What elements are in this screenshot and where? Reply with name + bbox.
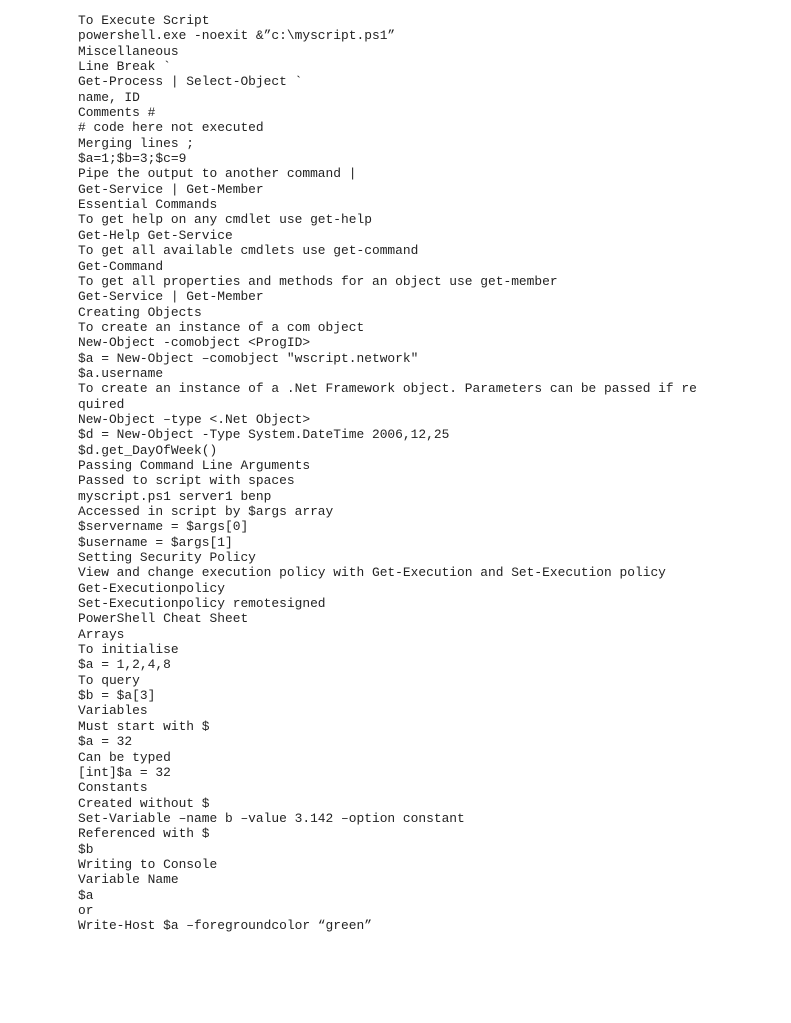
text-line: To Execute Script <box>78 13 210 28</box>
text-line: Accessed in script by $args array <box>78 504 334 519</box>
text-line: Get-Help Get-Service <box>78 227 233 243</box>
text-line: New-Object -comobject <ProgID> <box>78 335 311 351</box>
text-line: $servername = $args[0] <box>78 519 249 535</box>
text-line: Referenced with $ <box>78 826 210 842</box>
text-line: To get help on any cmdlet use get-help <box>78 212 372 228</box>
text-line: $a <box>78 887 94 903</box>
text-line: Arrays <box>78 626 125 642</box>
text-line: Comments # <box>78 105 156 121</box>
text-line: name, ID <box>78 89 140 105</box>
text-line: $d = New-Object -Type System.DateTime 2006,12,25 <box>78 427 450 443</box>
text-line: $a=1;$b=3;$c=9 <box>78 151 187 167</box>
text-line: View and change execution policy with Get-Execution and Set-Execution policy <box>78 565 666 581</box>
text-line: $b = $a[3] <box>78 688 156 704</box>
text-line: Get-Process | Select-Object ` <box>78 74 303 90</box>
text-line: Line Break ` <box>78 59 171 75</box>
text-line: Created without $ <box>78 795 210 811</box>
text-line: Passed to script with spaces <box>78 473 295 489</box>
text-line: Write-Host $a –foregroundcolor “green” <box>78 918 372 934</box>
text-line: $a = 32 <box>78 734 133 750</box>
text-line: [int]$a = 32 <box>78 764 171 780</box>
text-line: Merging lines ; <box>78 135 195 151</box>
text-line: PowerShell Cheat Sheet <box>78 611 249 627</box>
text-line: $username = $args[1] <box>78 534 233 550</box>
text-line: quired <box>78 396 125 412</box>
text-line: Set-Executionpolicy remotesigned <box>78 596 326 612</box>
text-line: Can be typed <box>78 749 171 765</box>
text-line: powershell.exe -noexit &”c:\myscript.ps1” <box>78 28 396 44</box>
text-line: $a.username <box>78 365 164 381</box>
text-line: myscript.ps1 server1 benp <box>78 488 272 504</box>
text-line: To create an instance of a .Net Framework object. Parameters can be passed if re <box>78 381 697 397</box>
text-line: # code here not executed <box>78 120 264 136</box>
text-line: Miscellaneous <box>78 43 179 59</box>
text-line: Variable Name <box>78 872 179 888</box>
text-line: Set-Variable –name b –value 3.142 –option constant <box>78 810 465 826</box>
text-line: To get all properties and methods for an object use get-member <box>78 273 558 289</box>
text-line: Get-Command <box>78 258 164 274</box>
text-line: $d.get_DayOfWeek() <box>78 442 218 458</box>
text-line: Writing to Console <box>78 856 218 872</box>
text-line: Get-Service | Get-Member <box>78 289 264 305</box>
text-line: Constants <box>78 780 148 796</box>
text-line: Variables <box>78 703 148 719</box>
text-line: To initialise <box>78 642 179 658</box>
text-line: $a = New-Object –comobject "wscript.network" <box>78 350 419 366</box>
text-line: Creating Objects <box>78 304 202 320</box>
text-line: To create an instance of a com object <box>78 319 365 335</box>
text-line: Must start with $ <box>78 718 210 734</box>
text-line: Setting Security Policy <box>78 550 256 566</box>
text-line: To query <box>78 672 140 688</box>
text-line: To get all available cmdlets use get-command <box>78 243 419 259</box>
text-line: Get-Service | Get-Member <box>78 181 264 197</box>
text-line: Get-Executionpolicy <box>78 580 225 596</box>
text-line: $b <box>78 841 94 857</box>
text-line: Passing Command Line Arguments <box>78 457 311 473</box>
text-line: or <box>78 902 94 918</box>
text-line: Pipe the output to another command | <box>78 166 357 182</box>
text-line: Essential Commands <box>78 197 218 213</box>
text-line: $a = 1,2,4,8 <box>78 657 171 673</box>
text-line: New-Object –type <.Net Object> <box>78 411 311 427</box>
document-page <box>78 13 778 934</box>
